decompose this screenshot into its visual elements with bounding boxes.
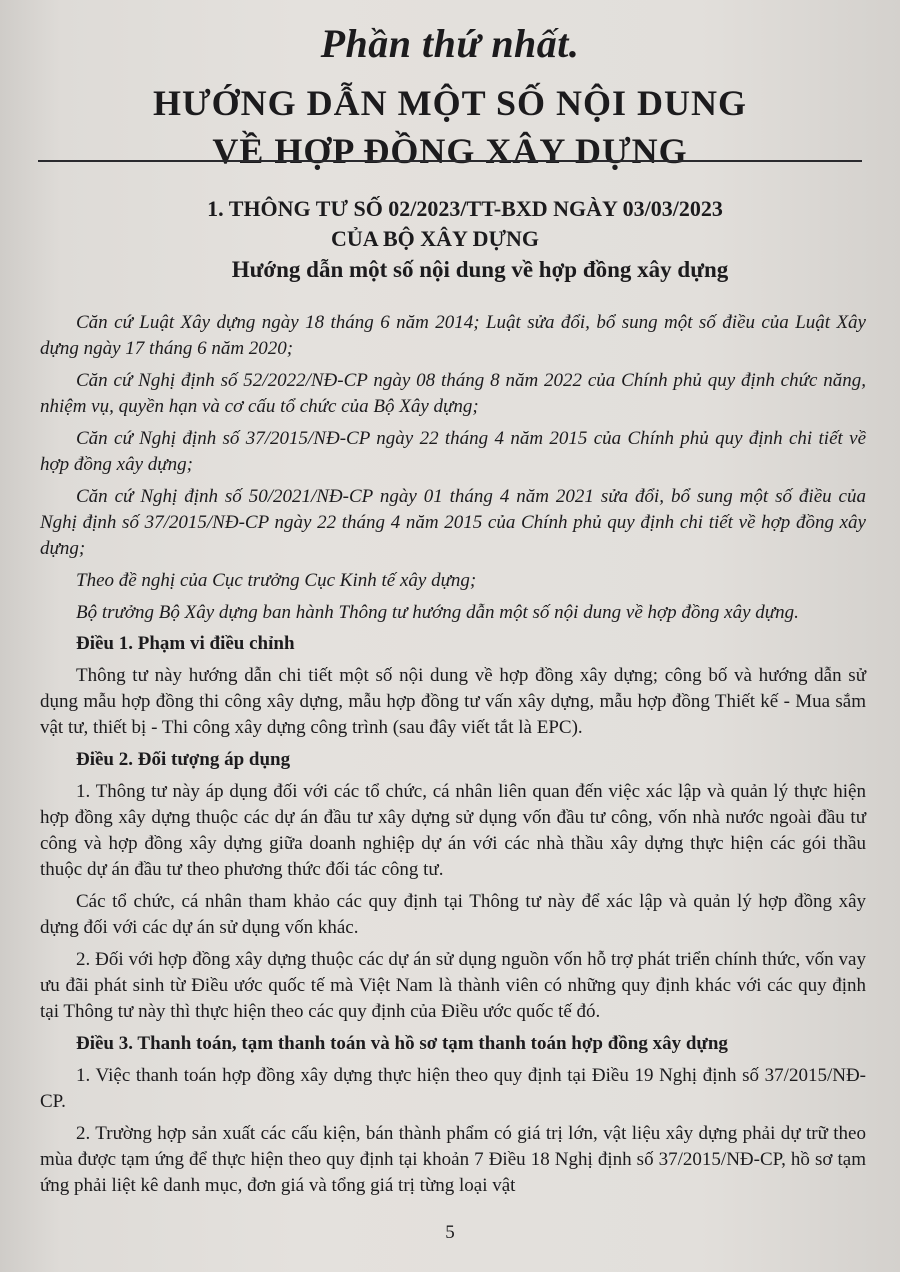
article-1-title: Điều 1. Phạm vi điều chỉnh bbox=[76, 633, 295, 655]
article-2-paragraph: Các tổ chức, cá nhân tham khảo các quy định tại Thông tư này để xác lập và quản lý hợp đồng xây dựng đối với các dự án sử dụng vốn khác. bbox=[40, 891, 866, 939]
section-heading-line2: CỦA BỘ XÂY DỰNG bbox=[331, 226, 539, 251]
section-subtitle: Hướng dẫn một số nội dung về hợp đồng xây dựng bbox=[231, 257, 729, 282]
preamble-paragraph: Căn cứ Luật Xây dựng ngày 18 tháng 6 năm 2014; Luật sửa đổi, bổ sung một số điều của Luật Xây dựng ngày 17 tháng 6 năm 2020; bbox=[40, 312, 866, 360]
article-2-title: Điều 2. Đối tượng áp dụng bbox=[76, 749, 291, 771]
title-divider bbox=[38, 160, 862, 162]
article-2-paragraph: 2. Đối với hợp đồng xây dựng thuộc các dự án sử dụng nguồn vốn hỗ trợ phát triển chính thức, vốn vay ưu đãi phát sinh từ Điều ước quốc tế mà Việt Nam là thành viên có những quy định khác với các quy định tại Thông tư này thì thực hiện theo các quy định của Điều ước quốc tế đó. bbox=[40, 948, 866, 1023]
preamble-paragraph: Theo đề nghị của Cục trưởng Cục Kinh tế xây dựng; bbox=[76, 569, 477, 591]
part-title: Phần thứ nhất. bbox=[320, 21, 580, 66]
preamble-paragraph: Căn cứ Nghị định số 50/2021/NĐ-CP ngày 01 tháng 4 năm 2021 sửa đổi, bổ sung một số điều của Nghị định số 37/2015/NĐ-CP ngày 22 tháng 4 năm 2015 của Chính phủ quy định chi tiết về hợp đồng xây dựng; bbox=[40, 485, 866, 560]
section-heading-line1: 1. THÔNG TƯ SỐ 02/2023/TT-BXD NGÀY 03/03/2023 bbox=[207, 196, 723, 221]
document-body bbox=[40, 310, 866, 1205]
preamble-paragraph: Căn cứ Nghị định số 52/2022/NĐ-CP ngày 08 tháng 8 năm 2022 của Chính phủ quy định chức năng, nhiệm vụ, quyền hạn và cơ cấu tổ chức của Bộ Xây dựng; bbox=[40, 369, 866, 418]
page-number: 5 bbox=[445, 1222, 455, 1243]
preamble-paragraph: Căn cứ Nghị định số 37/2015/NĐ-CP ngày 22 tháng 4 năm 2015 của Chính phủ quy định chi tiết về hợp đồng xây dựng; bbox=[40, 427, 866, 476]
preamble-paragraph: Bộ trưởng Bộ Xây dựng ban hành Thông tư hướng dẫn một số nội dung về hợp đồng xây dựng. bbox=[76, 601, 799, 623]
main-title-line2: VỀ HỢP ĐỒNG XÂY DỰNG bbox=[212, 131, 688, 171]
article-2-paragraph: 1. Thông tư này áp dụng đối với các tổ chức, cá nhân liên quan đến việc xác lập và quản lý thực hiện hợp đồng xây dựng thuộc các dự án đầu tư xây dựng sử dụng vốn đầu tư công, vốn nhà nước ngoài đầu tư công và hợp đồng xây dựng giữa doanh nghiệp dự án với các nhà thầu xây dựng thực hiện các gói thầu thuộc dự án đầu tư theo phương thức đối tác công tư. bbox=[40, 780, 866, 881]
article-3-paragraph: 1. Việc thanh toán hợp đồng xây dựng thực hiện theo quy định tại Điều 19 Nghị định số 37/2015/NĐ-CP. bbox=[40, 1064, 866, 1112]
article-1-paragraph: Thông tư này hướng dẫn chi tiết một số nội dung về hợp đồng xây dựng; công bố và hướng dẫn sử dụng mẫu hợp đồng thi công xây dựng, mẫu hợp đồng tư vấn xây dựng, mẫu hợp đồng Thiết kế - Mua sắm vật tư, thiết bị - Thi công xây dựng công trình (sau đây viết tắt là EPC). bbox=[40, 664, 866, 739]
main-title-line1: HƯỚNG DẪN MỘT SỐ NỘI DUNG bbox=[152, 83, 748, 123]
article-3-paragraph: 2. Trường hợp sản xuất các cấu kiện, bán thành phẩm có giá trị lớn, vật liệu xây dựng phải dự trữ theo mùa được tạm ứng để thực hiện theo quy định tại khoản 7 Điều 18 Nghị định số 37/2015/NĐ-CP, hồ sơ tạm ứng phải liệt kê danh mục, đơn giá và tổng giá trị từng loại vật bbox=[40, 1122, 866, 1197]
article-3-title: Điều 3. Thanh toán, tạm thanh toán và hồ sơ tạm thanh toán hợp đồng xây dựng bbox=[76, 1033, 728, 1055]
